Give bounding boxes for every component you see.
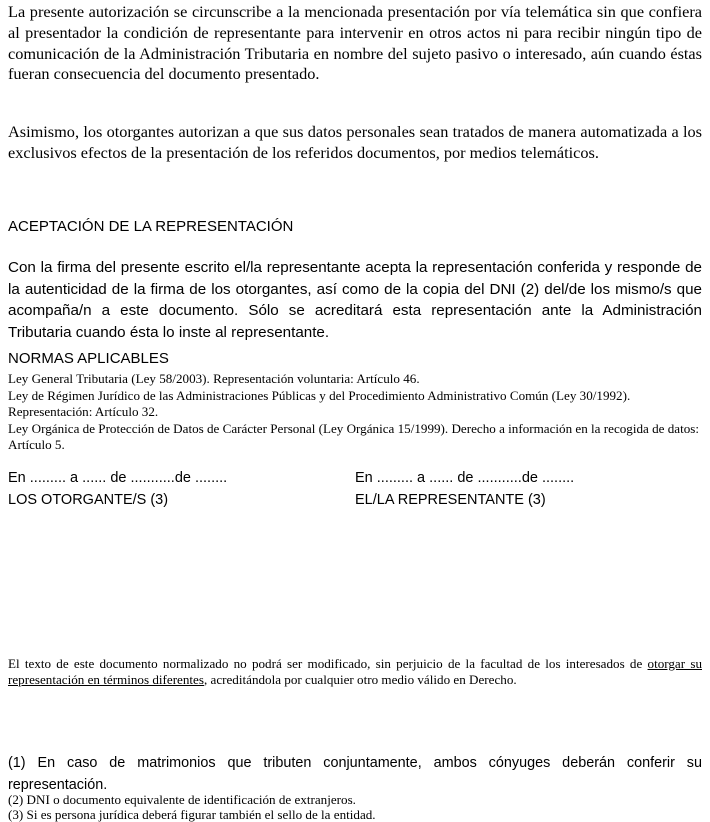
footnotes-2-3 bbox=[8, 793, 702, 822]
intro-paragraph: La presente autorización se circunscribe a la mencionada presentación por vía telemática sin que confiera al presentador la condición de representante para intervenir en otros actos ni para recibir ningún tipo de comunicación de la Administración Tributaria en nombre del sujeto pasivo o interesado, aún cuando éstas fueran consecuencia del documento presentado. bbox=[8, 2, 702, 84]
representative-place-date: En ......... a ...... de ...........de ........ bbox=[355, 470, 575, 486]
grantors-place-date: En ......... a ...... de ...........de ........ bbox=[8, 470, 228, 486]
representative-label: EL/LA REPRESENTANTE (3) bbox=[355, 492, 546, 508]
norms-list bbox=[8, 371, 702, 454]
grantors-label: LOS OTORGANTE/S (3) bbox=[8, 492, 169, 508]
data-consent-paragraph: Asimismo, los otorgantes autorizan a que sus datos personales sean tratados de manera automatizada a los exclusivos efectos de la presentación de los referidos documentos, por medios telemáticos. bbox=[8, 122, 702, 162]
footnote-3: (3) Si es persona jurídica deberá figurar también el sello de la entidad. bbox=[8, 806, 376, 822]
acceptance-paragraph: Con la firma del presente escrito el/la representante acepta la representación conferida y responde de la autenticidad de la firma de los otorgantes, así como de la copia del DNI (2) del/de los mismo/s que acompaña/n a este documento. Sólo se acreditará esta representación ante la Administración Tributaria cuando ésta lo inste al representante. bbox=[8, 259, 702, 341]
notice-underlined-text: otorgar su representación en términos diferentes bbox=[8, 656, 702, 688]
norm-item: Ley General Tributaria (Ley 58/2003). Representación voluntaria: Artículo 46. bbox=[8, 371, 420, 386]
grantors-signature-block bbox=[8, 467, 227, 511]
representative-signature-block bbox=[355, 467, 574, 511]
notice-text-start: El texto de este documento normalizado no podrá ser modificado, sin perjuicio de la facultad de los interesados de bbox=[8, 656, 648, 671]
notice-text-end: , acreditándola por cualquier otro medio válido en Derecho. bbox=[203, 672, 517, 688]
footnote-1: (1) En caso de matrimonios que tributen conjuntamente, ambos cónyuges deberán conferir su representación. bbox=[8, 755, 702, 793]
normalized-text-notice bbox=[8, 656, 702, 689]
norm-item: Ley Orgánica de Protección de Datos de Carácter Personal (Ley Orgánica 15/1999). Derecho a información en la recogida de datos: Artículo 5. bbox=[8, 420, 700, 452]
footnote-2: (2) DNI o documento equivalente de identificación de extranjeros. bbox=[8, 792, 356, 807]
norm-item: Ley de Régimen Jurídico de las Administraciones Públicas y del Procedimiento Administrativo Común (Ley 30/1992). Representación: Artículo 32. bbox=[8, 387, 631, 419]
norms-heading: NORMAS APLICABLES bbox=[8, 350, 169, 367]
acceptance-heading: ACEPTACIÓN DE LA REPRESENTACIÓN bbox=[8, 218, 294, 235]
